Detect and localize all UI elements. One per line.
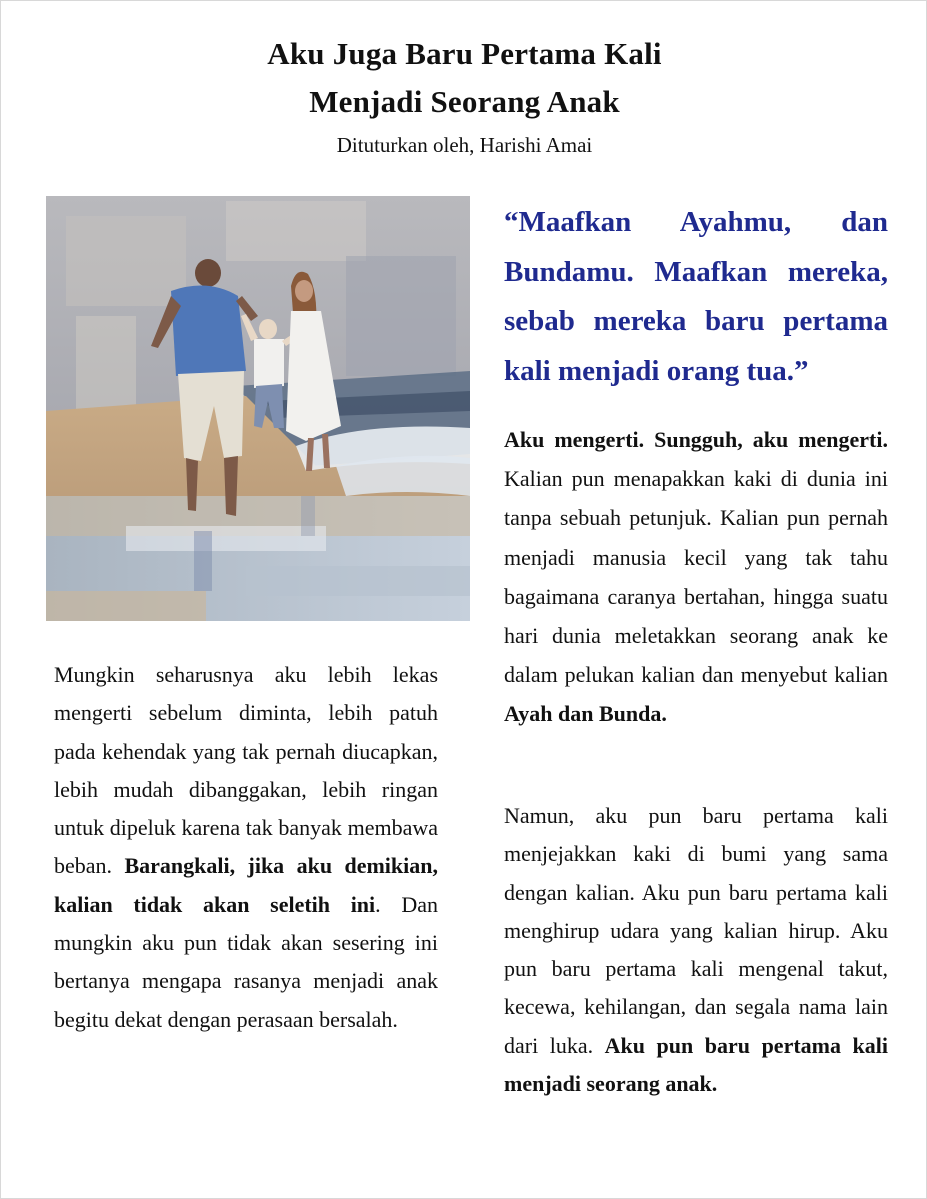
right-column-paragraph-2	[504, 797, 888, 1103]
left-paragraph-bold-phrase: Barangkali, jika aku demikian, kalian tidak akan seletih ini	[54, 853, 438, 917]
right-paragraph-2-text: Namun, aku pun baru pertama kali menjejakkan kaki di bumi yang sama dengan kalian. Aku pun baru pertama kali menghirup udara yang kalian hirup. Aku pun baru pertama kali mengenal takut, kecewa, kehilangan, dan segala nama lain dari luka.	[504, 803, 888, 1058]
page-title-line-2: Menjadi Seorang Anak	[309, 84, 620, 119]
author-byline: Dituturkan oleh, Harishi Amai	[336, 133, 593, 157]
right-column-paragraph-1	[504, 420, 888, 734]
right-paragraph-1-bold-start: Aku mengerti. Sungguh, aku mengerti.	[504, 427, 888, 452]
right-paragraph-1-text: Kalian pun menapakkan kaki di dunia ini tanpa sebuah petunjuk. Kalian pun pernah menjadi manusia kecil yang tak tahu bagaimana caranya bertahan, hingga suatu hari dunia meletakkan seorang anak ke dalam pelukan kalian dan menyebut kalian	[504, 466, 888, 688]
page-title-line-1: Aku Juga Baru Pertama Kali	[267, 36, 662, 71]
beach-family-painting	[46, 196, 470, 621]
left-paragraph-text-start: Mungkin seharusnya aku lebih lekas mengerti sebelum diminta, lebih patuh pada kehendak yang tak pernah diucapkan, lebih mudah dibanggakan, lebih ringan untuk dipeluk karena tak banyak membawa beban.	[54, 662, 438, 879]
left-paragraph-text-end: . Dan mungkin aku pun tidak akan sesering ini bertanya mengapa rasanya menjadi anak begitu dekat dengan perasaan bersalah.	[54, 891, 438, 1032]
painting-illustration	[46, 196, 470, 621]
left-column-paragraph	[54, 656, 438, 1039]
right-paragraph-1-bold-end: Ayah dan Bunda.	[504, 701, 667, 727]
pull-quote: “Maafkan Ayahmu, dan Bundamu. Maafkan mereka, sebab mereka baru pertama kali menjadi orang tua.”	[504, 206, 888, 387]
right-paragraph-2-bold-end: Aku pun baru pertama kali menjadi seorang anak.	[504, 1032, 888, 1097]
